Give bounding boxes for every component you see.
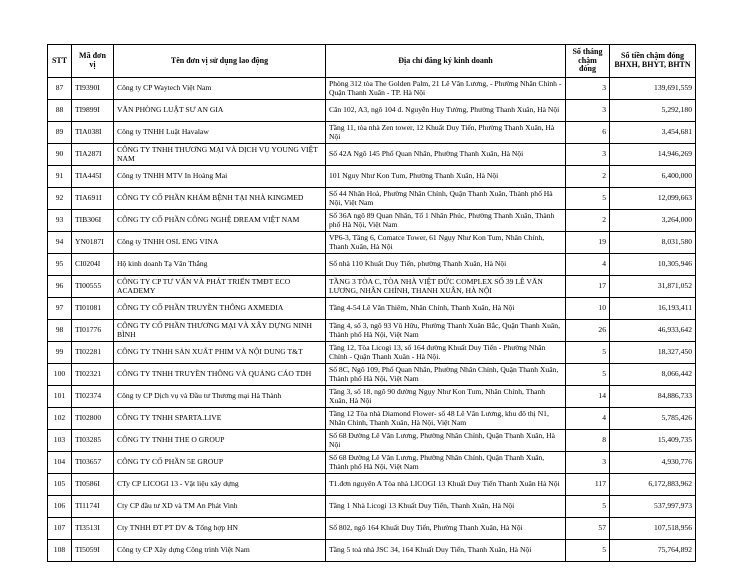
- table-row: [48, 430, 696, 452]
- row-stt: 104: [48, 452, 72, 474]
- row-stt: 101: [48, 386, 72, 408]
- table-row: [48, 122, 696, 144]
- header-months: Số tháng chậm đóng: [566, 45, 610, 78]
- row-employer-name: Cty TNHH ĐT PT DV & Tổng hợp HN: [114, 518, 326, 540]
- row-business-address: Tầng 4, số 3, ngõ 93 Vũ Hữu, Phường Thanh Xuân Bắc, Quận Thanh Xuân, Thành phố Hà Nội, Việt Nam: [326, 320, 566, 342]
- row-employer-name: CÔNG TY TNHH THE O GROUP: [114, 430, 326, 452]
- row-amount-overdue: 6,172,883,962: [610, 474, 696, 496]
- table-row: [48, 166, 696, 188]
- row-business-address: Căn 102, A3, ngõ 104 đ. Nguyễn Huy Tưởng, Phường Thanh Xuân, Hà Nội: [326, 100, 566, 122]
- row-business-address: Số 802, ngõ 164 Khuất Duy Tiến, Phường Thanh Xuân, Hà Nội: [326, 518, 566, 540]
- table-header: [48, 45, 696, 78]
- row-business-address: Số 36A ngõ 89 Quan Nhân, Tổ 1 Nhân Phúc, Phường Thanh Xuân, Thành phố Hà Nội, Việt Nam: [326, 210, 566, 232]
- row-business-address: Tầng 5 toà nhà JSC 34, 164 Khuất Duy Tiến, Thanh Xuân, Hà Nội: [326, 540, 566, 562]
- table-row: [48, 408, 696, 430]
- table-row: [48, 386, 696, 408]
- row-stt: 95: [48, 254, 72, 276]
- row-stt: 100: [48, 364, 72, 386]
- row-unit-code: TIA445I: [72, 166, 114, 188]
- row-business-address: Tầng 11, tòa nhà Zen tower, 12 Khuất Duy Tiến, Phường Thanh Xuân, Hà Nội: [326, 122, 566, 144]
- row-unit-code: CI0204I: [72, 254, 114, 276]
- table-row: [48, 364, 696, 386]
- row-unit-code: TIA287I: [72, 144, 114, 166]
- row-months-overdue: 4: [566, 254, 610, 276]
- row-employer-name: Công ty TNHH Luật Havalaw: [114, 122, 326, 144]
- row-employer-name: CÔNG TY CỔ PHẦN THƯƠNG MẠI VÀ XÂY DỰNG NINH BÌNH: [114, 320, 326, 342]
- row-business-address: T1.đơn nguyên A Tòa nhà LICOGI 13 Khuất Duy Tiến Thanh Xuân Hà Nội: [326, 474, 566, 496]
- row-amount-overdue: 537,997,973: [610, 496, 696, 518]
- row-unit-code: TI9899I: [72, 100, 114, 122]
- row-unit-code: TI3513I: [72, 518, 114, 540]
- row-stt: 94: [48, 232, 72, 254]
- row-stt: 90: [48, 144, 72, 166]
- row-amount-overdue: 14,946,269: [610, 144, 696, 166]
- row-months-overdue: 19: [566, 232, 610, 254]
- row-unit-code: TI03657: [72, 452, 114, 474]
- overdue-insurance-table: [47, 44, 696, 562]
- row-amount-overdue: 15,409,735: [610, 430, 696, 452]
- row-employer-name: CÔNG TY CỔ PHẦN 5E GROUP: [114, 452, 326, 474]
- row-amount-overdue: 18,327,450: [610, 342, 696, 364]
- row-stt: 99: [48, 342, 72, 364]
- row-business-address: Tầng 12 Tòa nhà Diamond Flower- số 48 Lê Văn Lương, khu đô thị N1, Nhân Chính, Thanh Xuân, Hà Nội, Việt Nam: [326, 408, 566, 430]
- row-unit-code: TI02321: [72, 364, 114, 386]
- row-employer-name: VĂN PHÒNG LUẬT SƯ AN GIA: [114, 100, 326, 122]
- table-row: [48, 298, 696, 320]
- row-months-overdue: 6: [566, 122, 610, 144]
- row-amount-overdue: 5,785,426: [610, 408, 696, 430]
- table-body: [48, 78, 696, 562]
- row-months-overdue: 117: [566, 474, 610, 496]
- table-row: [48, 474, 696, 496]
- row-months-overdue: 5: [566, 342, 610, 364]
- row-employer-name: Công ty TNHH OSL ENG VINA: [114, 232, 326, 254]
- row-business-address: 101 Nguy Như Kon Tum, Phường Thanh Xuân, Hà Nội: [326, 166, 566, 188]
- row-unit-code: TI1174I: [72, 496, 114, 518]
- row-unit-code: TIA038I: [72, 122, 114, 144]
- row-amount-overdue: 16,193,411: [610, 298, 696, 320]
- row-months-overdue: 14: [566, 386, 610, 408]
- table-row: [48, 100, 696, 122]
- row-stt: 88: [48, 100, 72, 122]
- row-amount-overdue: 107,518,956: [610, 518, 696, 540]
- row-unit-code: TIB306I: [72, 210, 114, 232]
- row-months-overdue: 2: [566, 166, 610, 188]
- row-unit-code: TI02800: [72, 408, 114, 430]
- row-business-address: Số 42A Ngõ 145 Phố Quan Nhân, Phường Thanh Xuân, Hà Nội: [326, 144, 566, 166]
- row-months-overdue: 4: [566, 408, 610, 430]
- header-stt: STT: [48, 45, 72, 78]
- row-stt: 106: [48, 496, 72, 518]
- row-months-overdue: 3: [566, 144, 610, 166]
- row-unit-code: TI9390I: [72, 78, 114, 100]
- table-row: [48, 276, 696, 298]
- row-amount-overdue: 31,871,052: [610, 276, 696, 298]
- row-months-overdue: 5: [566, 496, 610, 518]
- row-amount-overdue: 139,691,559: [610, 78, 696, 100]
- row-months-overdue: 57: [566, 518, 610, 540]
- row-unit-code: TI0586I: [72, 474, 114, 496]
- row-employer-name: CÔNG TY TNHH SPARTA.LIVE: [114, 408, 326, 430]
- row-months-overdue: 8: [566, 430, 610, 452]
- row-stt: 91: [48, 166, 72, 188]
- table-row: [48, 144, 696, 166]
- row-employer-name: CÔNG TY CỔ PHẦN CÔNG NGHỆ DREAM VIỆT NAM: [114, 210, 326, 232]
- header-amount: Số tiền chậm đóng BHXH, BHYT, BHTN: [610, 45, 696, 78]
- table-row: [48, 232, 696, 254]
- row-business-address: Phòng 312 tòa The Golden Palm, 21 Lê Văn Lương, - Phường Nhân Chính - Quận Thanh Xuân - TP. Hà Nội: [326, 78, 566, 100]
- row-stt: 105: [48, 474, 72, 496]
- row-months-overdue: 5: [566, 364, 610, 386]
- row-employer-name: CÔNG TY TNHH THƯƠNG MẠI VÀ DỊCH VỤ YOUNG VIỆT NAM: [114, 144, 326, 166]
- table-row: [48, 188, 696, 210]
- row-employer-name: CÔNG TY TNHH SẢN XUẤT PHIM VÀ NỘI DUNG T&T: [114, 342, 326, 364]
- row-stt: 92: [48, 188, 72, 210]
- row-business-address: Số nhà 110 Khuất Duy Tiến, phường Thanh Xuân, Hà Nội: [326, 254, 566, 276]
- row-months-overdue: 17: [566, 276, 610, 298]
- row-business-address: Số 68 Đường Lê Văn Lương, Phường Nhân Chính, Quận Thanh Xuân, Hà Nội: [326, 430, 566, 452]
- row-business-address: Tầng 3, số 18, ngõ 90 đường Ngụy Như Kon Tum, Nhân Chính, Thanh Xuân, Hà Nội: [326, 386, 566, 408]
- row-amount-overdue: 3,454,681: [610, 122, 696, 144]
- header-code: Mã đơn vị: [72, 45, 114, 78]
- row-employer-name: Công ty CP Waytech Việt Nam: [114, 78, 326, 100]
- row-stt: 107: [48, 518, 72, 540]
- row-stt: 108: [48, 540, 72, 562]
- row-business-address: Tầng 4-54 Lê Văn Thiêm, Nhân Chính, Thanh Xuân, Hà Nội: [326, 298, 566, 320]
- row-employer-name: Công ty CP Dịch vụ và Đầu tư Thương mại Hà Thành: [114, 386, 326, 408]
- row-months-overdue: 3: [566, 452, 610, 474]
- table-row: [48, 540, 696, 562]
- row-unit-code: TI01776: [72, 320, 114, 342]
- row-stt: 87: [48, 78, 72, 100]
- row-months-overdue: 2: [566, 210, 610, 232]
- table-row: [48, 452, 696, 474]
- row-amount-overdue: 75,764,892: [610, 540, 696, 562]
- row-amount-overdue: 8,066,442: [610, 364, 696, 386]
- table-row: [48, 342, 696, 364]
- row-stt: 98: [48, 320, 72, 342]
- header-address: Địa chỉ đăng ký kinh doanh: [326, 45, 566, 78]
- row-unit-code: TI02374: [72, 386, 114, 408]
- row-amount-overdue: 3,264,000: [610, 210, 696, 232]
- row-employer-name: CÔNG TY TNHH TRUYỀN THÔNG VÀ QUẢNG CÁO TDH: [114, 364, 326, 386]
- table-row: [48, 78, 696, 100]
- row-amount-overdue: 5,292,180: [610, 100, 696, 122]
- row-stt: 103: [48, 430, 72, 452]
- row-business-address: Tầng 12, Tòa Licogi 13, số 164 đường Khuất Duy Tiến - Phường Nhân Chính - Quận Thanh Xuân - Hà Nội.: [326, 342, 566, 364]
- row-months-overdue: 3: [566, 78, 610, 100]
- row-amount-overdue: 12,099,663: [610, 188, 696, 210]
- row-unit-code: TIA691I: [72, 188, 114, 210]
- table-row: [48, 210, 696, 232]
- row-employer-name: CTy CP LICOGI 13 - Vật liệu xây dựng: [114, 474, 326, 496]
- header-row: [48, 45, 696, 78]
- row-employer-name: Hộ kinh doanh Tạ Văn Thắng: [114, 254, 326, 276]
- row-business-address: Số 44 Nhân Hoà, Phường Nhân Chính, Quận Thanh Xuân, Thành phố Hà Nội, Việt Nam: [326, 188, 566, 210]
- row-business-address: TẦNG 3 TÒA C, TÒA NHÀ VIỆT ĐỨC COMPLEX SỐ 39 LÊ VĂN LƯƠNG, NHÂN CHÍNH, THANH XUÂN, HÀ NỘI: [326, 276, 566, 298]
- row-amount-overdue: 8,031,580: [610, 232, 696, 254]
- row-unit-code: TI01081: [72, 298, 114, 320]
- row-stt: 96: [48, 276, 72, 298]
- row-business-address: Số 8C, Ngõ 109, Phố Quan Nhân, Phường Nhân Chính, Quận Thanh Xuân, Thành phố Hà Nội, Việt Nam: [326, 364, 566, 386]
- row-months-overdue: 5: [566, 188, 610, 210]
- row-employer-name: Cty CP đầu tư XD và TM An Phát Vinh: [114, 496, 326, 518]
- row-unit-code: YN0187I: [72, 232, 114, 254]
- table-row: [48, 496, 696, 518]
- table-row: [48, 320, 696, 342]
- row-months-overdue: 5: [566, 540, 610, 562]
- row-employer-name: Công ty TNHH MTV In Hoàng Mai: [114, 166, 326, 188]
- row-unit-code: TI03285: [72, 430, 114, 452]
- row-unit-code: TI00555: [72, 276, 114, 298]
- row-employer-name: CÔNG TY CỔ PHẦN KHÁM BỆNH TẠI NHÀ KINGMED: [114, 188, 326, 210]
- table-row: [48, 518, 696, 540]
- table-row: [48, 254, 696, 276]
- row-business-address: Số 68 Đường Lê Văn Lương, Phường Nhân Chính, Quận Thanh Xuân, Thành phố Hà Nội, Việt Nam: [326, 452, 566, 474]
- header-name: Tên đơn vị sử dụng lao động: [114, 45, 326, 78]
- row-stt: 93: [48, 210, 72, 232]
- row-months-overdue: 26: [566, 320, 610, 342]
- row-amount-overdue: 10,305,946: [610, 254, 696, 276]
- row-employer-name: CÔNG TY CP TƯ VẤN VÀ PHÁT TRIỂN TMĐT ECO ACADEMY: [114, 276, 326, 298]
- row-business-address: Tầng 1 Nhà Licogi 13 Khuất Duy Tiến, Thanh Xuân, Hà Nội: [326, 496, 566, 518]
- row-employer-name: CÔNG TY CỔ PHẦN TRUYỀN THÔNG AXMEDIA: [114, 298, 326, 320]
- row-unit-code: TI02281: [72, 342, 114, 364]
- row-business-address: VP6-3, Tầng 6, Comatce Tower, 61 Ngụy Như Kon Tum, Nhân Chính, Thanh Xuân, Hà Nội: [326, 232, 566, 254]
- row-months-overdue: 3: [566, 100, 610, 122]
- row-stt: 97: [48, 298, 72, 320]
- row-months-overdue: 10: [566, 298, 610, 320]
- row-stt: 89: [48, 122, 72, 144]
- row-amount-overdue: 46,933,642: [610, 320, 696, 342]
- row-employer-name: Công ty CP Xây dựng Công trình Việt Nam: [114, 540, 326, 562]
- row-unit-code: TI5059I: [72, 540, 114, 562]
- row-amount-overdue: 4,930,776: [610, 452, 696, 474]
- row-stt: 102: [48, 408, 72, 430]
- row-amount-overdue: 6,400,000: [610, 166, 696, 188]
- row-amount-overdue: 84,886,733: [610, 386, 696, 408]
